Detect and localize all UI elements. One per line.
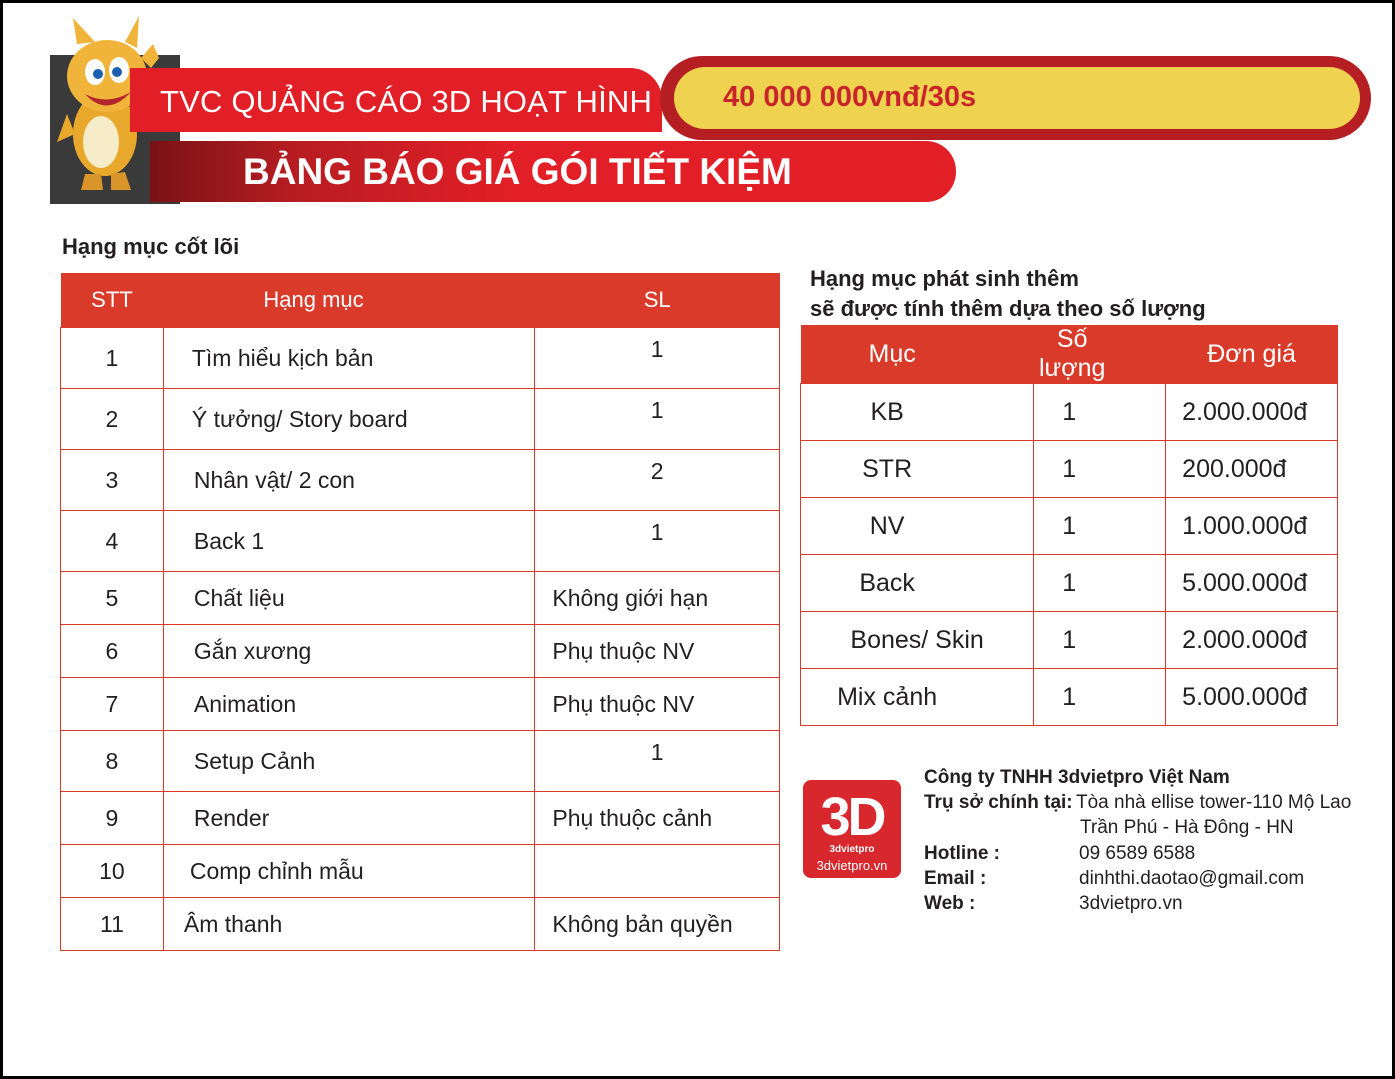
col-header-qty: SL: [535, 273, 780, 328]
email-value: dinhthi.daotao@gmail.com: [1079, 868, 1305, 889]
cell-so-luong: 1: [1034, 612, 1166, 669]
company-logo: [803, 780, 901, 878]
table-row: [801, 498, 1338, 555]
cell-stt: 9: [61, 792, 164, 845]
cell-don-gia: 2.000.000đ: [1166, 384, 1338, 441]
page-title: BẢNG BÁO GIÁ GÓI TIẾT KIỆM: [243, 151, 792, 192]
cell-muc: Bones/ Skin: [801, 612, 1034, 669]
company-name: Công ty TNHH 3dvietpro Việt Nam: [924, 767, 1230, 788]
table-row: [61, 625, 780, 678]
col-header-stt: STT: [61, 273, 164, 328]
table-header-row: [801, 325, 1338, 384]
cell-don-gia: 2.000.000đ: [1166, 612, 1338, 669]
cell-item: Render: [163, 792, 535, 845]
cell-muc: STR: [801, 441, 1034, 498]
cell-stt: 3: [61, 450, 164, 511]
cell-stt: 7: [61, 678, 164, 731]
cell-stt: 11: [61, 898, 164, 951]
tvc-title: TVC QUẢNG CÁO 3D HOẠT HÌNH: [160, 84, 653, 119]
cell-stt: 6: [61, 625, 164, 678]
table-row: [801, 555, 1338, 612]
cell-stt: 8: [61, 731, 164, 792]
email-label: Email :: [924, 868, 987, 889]
hotline-label: Hotline :: [924, 843, 1000, 864]
cell-item: Chất liệu: [163, 572, 535, 625]
table-row: [61, 511, 780, 572]
hotline-value: 09 6589 6588: [1079, 843, 1196, 864]
hq-address-line1: Tòa nhà ellise tower-110 Mộ Lao: [1076, 792, 1352, 813]
table-row: [61, 450, 780, 511]
cell-qty: Phụ thuộc cảnh: [535, 792, 780, 845]
cell-item: Setup Cảnh: [163, 731, 535, 792]
cell-so-luong: 1: [1034, 555, 1166, 612]
table-row: [801, 612, 1338, 669]
cell-qty: Phụ thuộc NV: [535, 625, 780, 678]
cell-item: Animation: [163, 678, 535, 731]
cell-qty: Không bản quyền: [535, 898, 780, 951]
extra-title-line1: Hạng mục phát sinh thêm: [810, 266, 1079, 291]
extra-section-title: [810, 264, 1206, 324]
cell-so-luong: 1: [1034, 498, 1166, 555]
table-row: [61, 845, 780, 898]
cell-item: Nhân vật/ 2 con: [163, 450, 535, 511]
cell-qty: Không giới hạn: [535, 572, 780, 625]
cell-item: Âm thanh: [163, 898, 535, 951]
cell-muc: Mix cảnh: [801, 669, 1034, 726]
cell-qty: 1: [535, 328, 780, 389]
cell-so-luong: 1: [1034, 669, 1166, 726]
logo-brand: 3dvietpro: [829, 844, 875, 855]
package-price: 40 000 000vnđ/30s: [723, 81, 977, 113]
cell-muc: NV: [801, 498, 1034, 555]
col-header-item: Hạng mục: [163, 273, 535, 328]
cell-muc: Back: [801, 555, 1034, 612]
cell-don-gia: 5.000.000đ: [1166, 669, 1338, 726]
cell-item: Ý tưởng/ Story board: [163, 389, 535, 450]
col-header-muc: Mục: [801, 325, 1034, 384]
core-items-table: [60, 273, 780, 951]
cell-stt: 1: [61, 328, 164, 389]
cell-item: Gắn xương: [163, 625, 535, 678]
cell-qty: 1: [535, 389, 780, 450]
web-value: 3dvietpro.vn: [1079, 893, 1183, 914]
col-header-so-luong: Số lượng: [1034, 325, 1166, 384]
table-row: [801, 384, 1338, 441]
extra-items-table: [800, 325, 1338, 726]
cell-qty: 2: [535, 450, 780, 511]
table-row: [61, 572, 780, 625]
cell-so-luong: 1: [1034, 441, 1166, 498]
table-row: [801, 441, 1338, 498]
cell-qty: 1: [535, 511, 780, 572]
cell-item: Tìm hiểu kịch bản: [163, 328, 535, 389]
table-row: [61, 678, 780, 731]
table-row: [61, 792, 780, 845]
table-row: [61, 389, 780, 450]
table-row: [61, 328, 780, 389]
table-row: [801, 669, 1338, 726]
hq-address-line2: Trần Phú - Hà Đông - HN: [1080, 817, 1294, 838]
cell-stt: 5: [61, 572, 164, 625]
table-row: [61, 898, 780, 951]
hq-label: Trụ sở chính tại:: [924, 792, 1073, 813]
cell-qty: Phụ thuộc NV: [535, 678, 780, 731]
table-row: [61, 731, 780, 792]
cell-stt: 2: [61, 389, 164, 450]
cell-item: Back 1: [163, 511, 535, 572]
table-header-row: [61, 273, 780, 328]
cell-qty: 1: [535, 731, 780, 792]
cell-don-gia: 5.000.000đ: [1166, 555, 1338, 612]
cell-item: Comp chỉnh mẫu: [163, 845, 535, 898]
cell-don-gia: 1.000.000đ: [1166, 498, 1338, 555]
web-label: Web :: [924, 893, 976, 914]
logo-mark: 3D: [820, 787, 884, 847]
cell-don-gia: 200.000đ: [1166, 441, 1338, 498]
cell-muc: KB: [801, 384, 1034, 441]
logo-url: 3dvietpro.vn: [816, 858, 888, 873]
col-header-don-gia: Đơn giá: [1166, 325, 1338, 384]
cell-stt: 10: [61, 845, 164, 898]
extra-title-line2: sẽ được tính thêm dựa theo số lượng: [810, 296, 1206, 321]
cell-so-luong: 1: [1034, 384, 1166, 441]
core-section-title: Hạng mục cốt lõi: [62, 234, 240, 259]
cell-qty: [535, 845, 780, 898]
cell-stt: 4: [61, 511, 164, 572]
